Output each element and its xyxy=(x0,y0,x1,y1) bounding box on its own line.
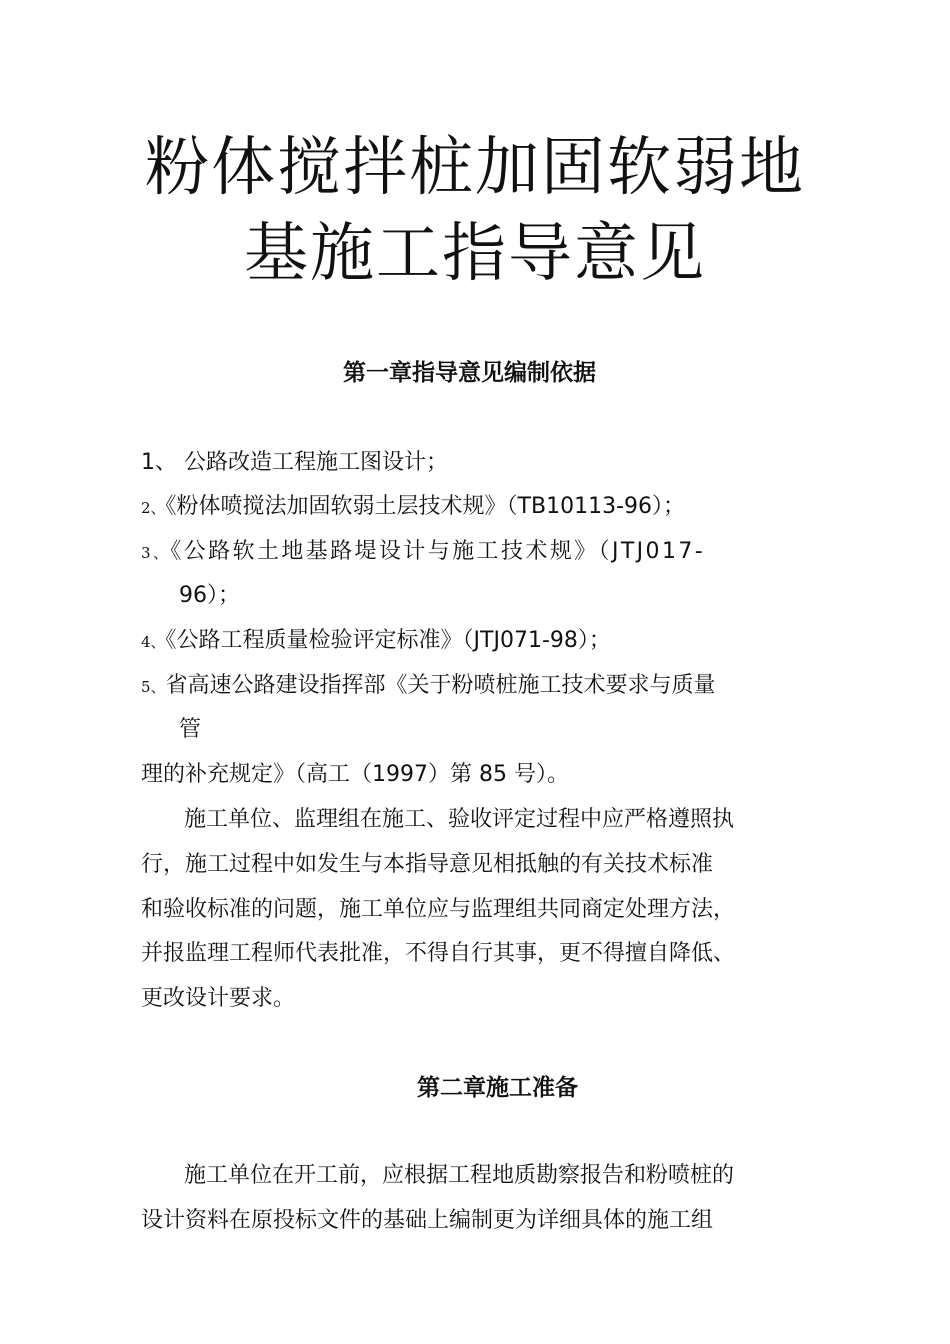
paragraph-line: 更改设计要求。 xyxy=(141,986,296,1011)
list-item-number: 5、 xyxy=(141,678,166,696)
list-item-number: 1、 xyxy=(141,450,177,475)
list-item xyxy=(141,452,448,474)
list-item-number: 3、 xyxy=(141,544,171,562)
list-item-text: 省高速公路建设指挥部《关于粉喷桩施工技术要求与质量 xyxy=(165,673,716,698)
list-item-number: 2、 xyxy=(141,499,166,517)
paragraph-line: 施工单位在开工前，应根据工程地质勘察报告和粉喷桩的 xyxy=(184,1163,735,1188)
paragraph-line: 行，施工过程中如发生与本指导意见相抵触的有关技术标准 xyxy=(141,852,714,877)
list-item-number: 4、 xyxy=(141,633,166,651)
list-item xyxy=(141,541,705,563)
list-item-text: 公路改造工程施工图设计； xyxy=(177,450,448,475)
list-item-continuation: 理的补充规定》（高工（1997）第 85 号）。 xyxy=(141,762,569,787)
list-item-continuation: 96）； xyxy=(179,583,240,608)
paragraph-line: 设计资料在原投标文件的基础上编制更为详细具体的施工组 xyxy=(141,1208,714,1233)
chapter-2-heading: 第二章施工准备 xyxy=(417,1075,578,1101)
paragraph-line: 和验收标准的问题，施工单位应与监理组共同商定处理方法， xyxy=(141,897,736,922)
document-title-line-1: 粉体搅拌桩加固软弱地 xyxy=(145,131,805,205)
list-item xyxy=(141,496,685,518)
paragraph-line: 施工单位、监理组在施工、验收评定过程中应严格遵照执 xyxy=(184,807,735,832)
list-item xyxy=(141,675,716,697)
document-title-line-2: 基施工指导意见 xyxy=(244,217,706,291)
chapter-1-heading: 第一章指导意见编制依据 xyxy=(343,360,596,386)
paragraph-line: 并报监理工程师代表批准，不得自行其事，更不得擅自降低、 xyxy=(141,941,736,966)
list-item-text: 《公路工程质量检验评定标准》（JTJ071-98）； xyxy=(165,628,611,653)
list-item-text: 《粉体喷搅法加固软弱土层技术规》（TB10113-96）； xyxy=(165,494,685,519)
list-item xyxy=(141,630,611,652)
list-item-continuation: 管 xyxy=(179,717,202,742)
list-item-text: 《公路软土地基路堤设计与施工技术规》（JTJ017- xyxy=(170,539,706,564)
